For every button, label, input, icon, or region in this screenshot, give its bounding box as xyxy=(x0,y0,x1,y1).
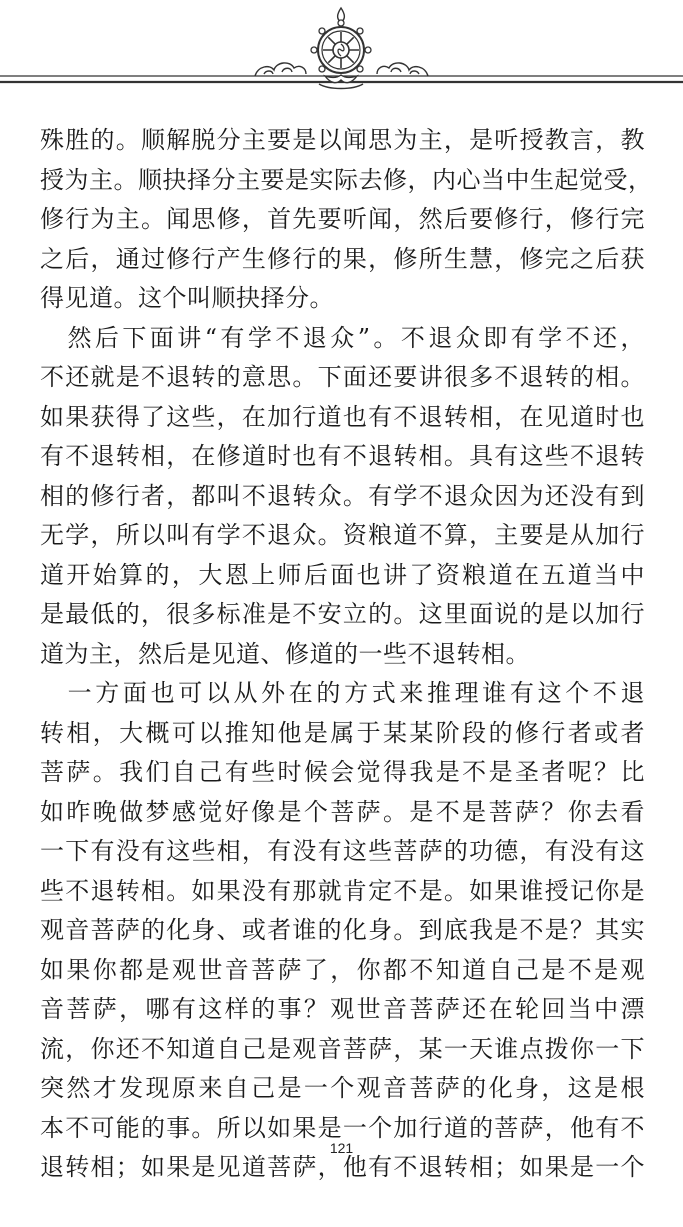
paragraph-3 xyxy=(40,674,645,1188)
text-line: 观音菩萨的化身、或者谁的化身。到底我是不是？其实 xyxy=(40,916,645,944)
text-line: 相的修行者，都叫不退转众。有学不退众因为还没有到 xyxy=(40,481,645,510)
text-line: 道开始算的，大恩上师后面也讲了资粮道在五道当中 xyxy=(40,560,645,589)
text-line: 不还就是不退转的意思。下面还要讲很多不退转的相。 xyxy=(40,363,645,391)
text-line: 转相，大概可以推知他是属于某某阶段的修行者或者 xyxy=(40,718,645,747)
text-line: 退转相；如果是见道菩萨，他有不退转相；如果是一个 xyxy=(40,1153,645,1181)
text-line: 得见道。这个叫顺抉择分。 xyxy=(40,284,334,312)
paragraph-1 xyxy=(40,121,653,319)
text-line: 如昨晚做梦感觉好像是个菩萨。是不是菩萨？你去看 xyxy=(40,797,645,826)
paragraph-2 xyxy=(40,319,645,675)
cloud-right-icon xyxy=(377,63,428,76)
page-header xyxy=(0,0,683,110)
text-line: 之后，通过修行产生修行的果，修所生慧，修完之后获 xyxy=(40,244,645,273)
text-line: 本不可能的事。所以如果是一个加行道的菩萨，他有不 xyxy=(40,1113,645,1142)
text-line: 授为主。顺抉择分主要是实际去修，内心当中生起觉受， xyxy=(40,165,653,194)
header-ornament xyxy=(0,0,683,110)
text-line: 菩萨。我们自己有些时候会觉得我是不是圣者呢？比 xyxy=(40,758,645,786)
text-line: 如果获得了这些，在加行道也有不退转相，在见道时也 xyxy=(40,402,645,431)
body-text xyxy=(40,121,653,1188)
text-line: 是最低的，很多标准是不安立的。这里面说的是以加行 xyxy=(40,600,645,628)
text-line: 一方面也可以从外在的方式来推理谁有这个不退 xyxy=(40,679,645,707)
text-line: 些不退转相。如果没有那就肯定不是。如果谁授记你是 xyxy=(40,876,645,905)
text-line: 流，你还不知道自己是观音菩萨，某一天谁点拨你一下 xyxy=(40,1034,645,1063)
text-line: 殊胜的。顺解脱分主要是以闻思为主，是听授教言，教 xyxy=(40,126,645,154)
text-line: 突然才发现原来自己是一个观音菩萨的化身，这是根 xyxy=(40,1074,645,1102)
text-line: 道为主，然后是见道、修道的一些不退转相。 xyxy=(40,639,530,668)
text-line: 有不退转相，在修道时也有不退转相。具有这些不退转 xyxy=(40,442,645,470)
cloud-left-icon xyxy=(255,63,306,76)
text-line: 然后下面讲“有学不退众”。不退众即有学不还， xyxy=(40,323,645,352)
text-line: 如果你都是观世音菩萨了，你都不知道自己是不是观 xyxy=(40,955,645,984)
text-line: 音菩萨，哪有这样的事？观世音菩萨还在轮回当中漂 xyxy=(40,995,645,1023)
text-line: 一下有没有这些相，有没有这些菩萨的功德，有没有这 xyxy=(40,837,645,865)
text-line: 修行为主。闻思修，首先要听闻，然后要修行，修行完 xyxy=(40,205,645,233)
page-number: 121 xyxy=(329,1140,354,1156)
text-line: 无学，所以叫有学不退众。资粮道不算，主要是从加行 xyxy=(40,521,645,549)
